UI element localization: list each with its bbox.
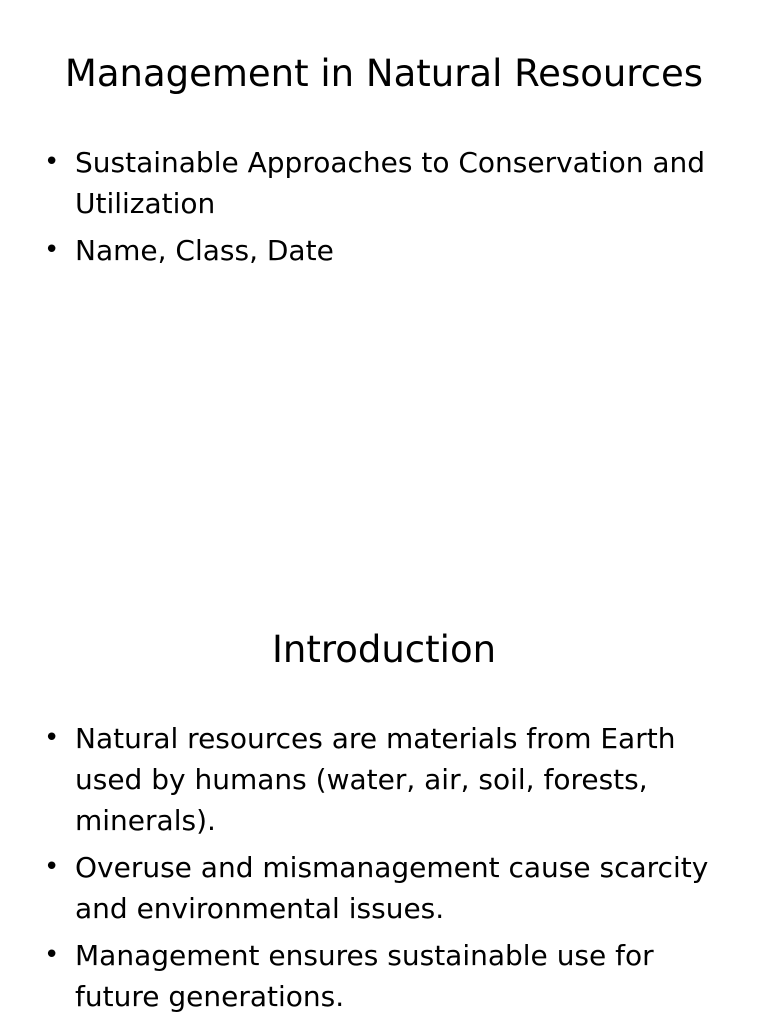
bullet-list [44,718,724,1023]
slide-title: Management in Natural Resources [64,52,704,95]
bullet-item-management: • Management ensures sustainable use for future generations. [44,935,724,1017]
bullet-item-overuse: • Overuse and mismanagement cause scarcity and environmental issues. [44,847,724,929]
slide-introduction [0,576,768,1024]
slide-title: Introduction [271,628,497,671]
bullet-item-definition: • Natural resources are materials from Earth used by humans (water, air, soil, forests, minerals). [44,718,724,841]
bullet-list [44,142,724,277]
bullet-item-name-class-date: • Name, Class, Date [44,230,724,271]
bullet-item-subtitle: • Sustainable Approaches to Conservation and Utilization [44,142,724,224]
